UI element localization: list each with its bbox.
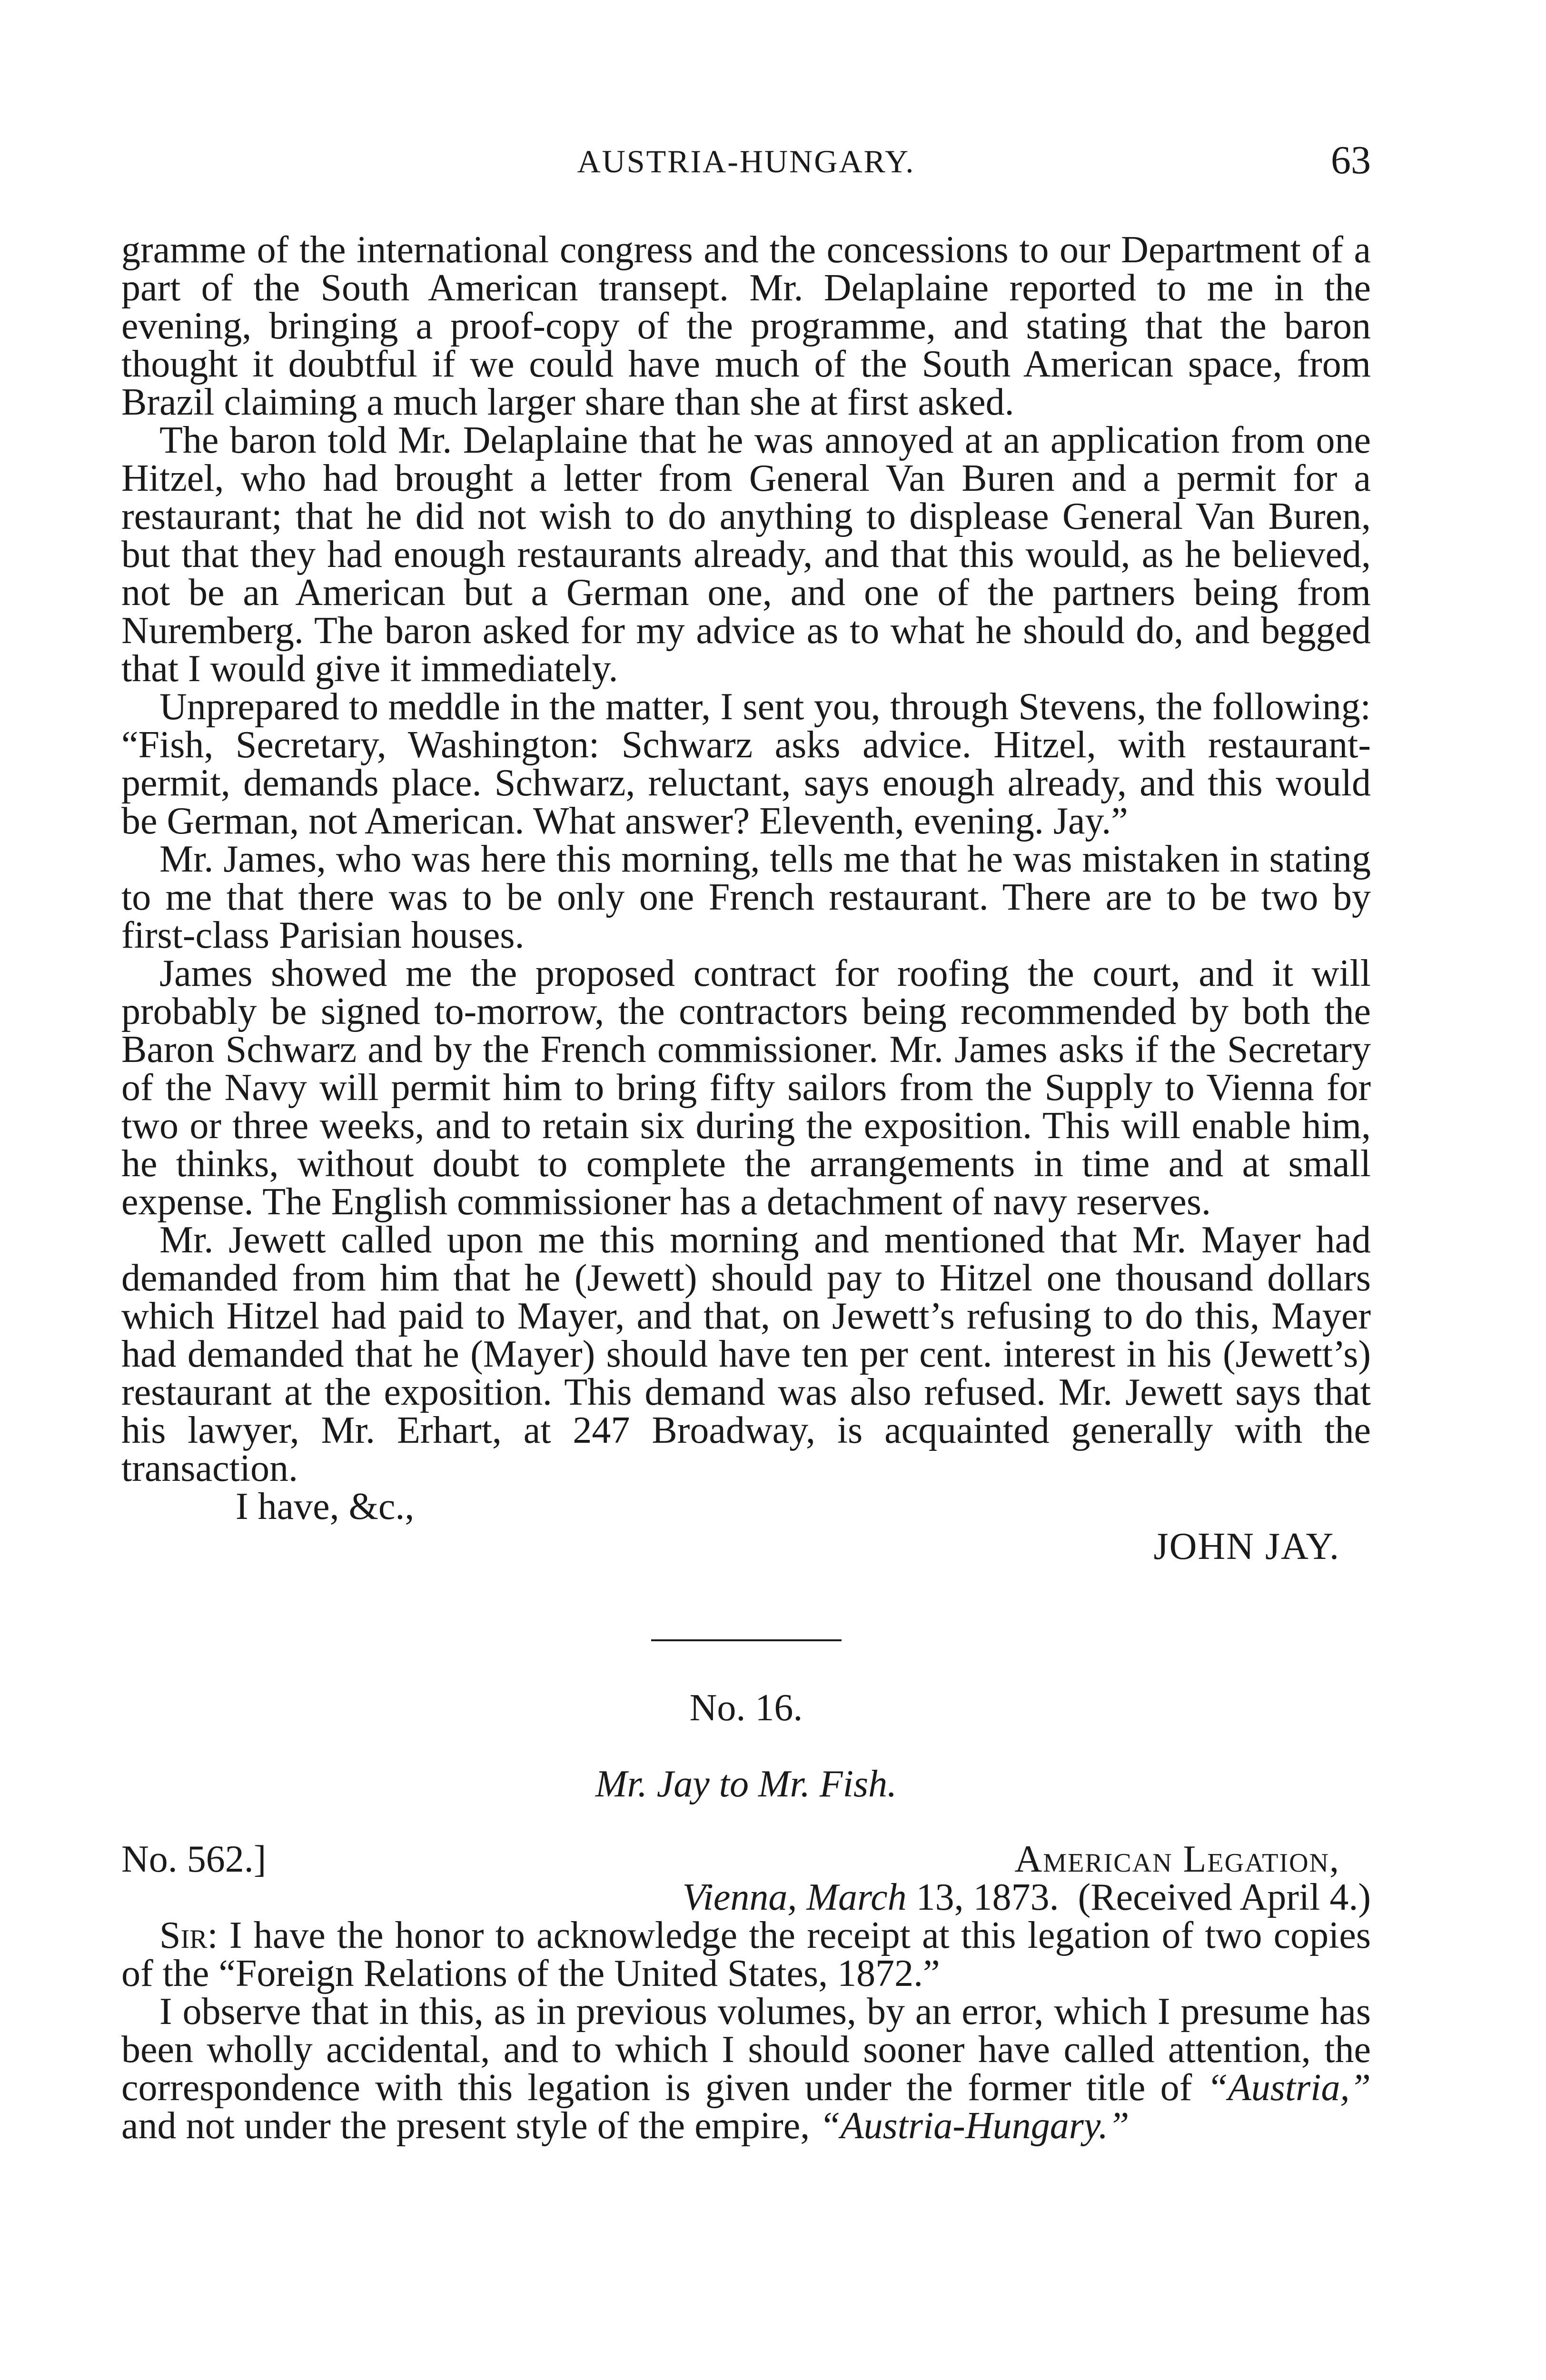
italic-title: “Austria,” xyxy=(1207,2067,1371,2109)
page-number: 63 xyxy=(1331,138,1371,182)
body-text xyxy=(121,231,1371,2145)
signature: JOHN JAY. xyxy=(1153,1526,1340,1567)
date-rest: 13, 1873. xyxy=(916,1876,1059,1918)
running-head: AUSTRIA-HUNGARY. xyxy=(577,143,915,179)
received-note: (Received April 4.) xyxy=(1078,1876,1371,1918)
legation: American Legation, xyxy=(1014,1838,1340,1880)
paragraph: Mr. James, who was here this morning, tells me that he was mistaken in stating to me that there was to be only one French restaurant. There are to be two by first-class Parisian houses. xyxy=(121,838,1371,956)
dateline xyxy=(121,1840,1371,1916)
date-month: March xyxy=(806,1876,907,1918)
date-place: Vienna, xyxy=(682,1876,797,1918)
section-divider xyxy=(651,1639,842,1641)
date-line xyxy=(683,1878,1371,1916)
salutation: Sir: xyxy=(159,1914,218,1956)
page-header xyxy=(121,138,1371,195)
italic-title: “Austria-Hungary.” xyxy=(819,2105,1130,2147)
document-number: No. 16. xyxy=(689,1687,803,1729)
paragraph: The baron told Mr. Delaplaine that he was annoyed at an application from one Hitzel, who had brought a letter from General Van Buren and a permit for a restaurant; that he did not wish to do anything to displease General Van Buren, but that they had enough restaurants already, and that this would, as he believed, not be an American but a German one, and one of the partners being from Nuremberg. The baron asked for my advice as to what he should do, and begged that I would give it immediately. xyxy=(121,419,1371,690)
paragraph xyxy=(121,1993,1371,2145)
paragraph: Unprepared to meddle in the matter, I sent you, through Stevens, the following: “Fish, Secretary, Washington: Schwarz asks advice. Hitzel, with restaurant-permit, demands place. Schwarz, reluctant, says enough already, and this would be German, not American. What answer? Eleventh, evening. Jay.” xyxy=(121,686,1371,842)
document-title: Mr. Jay to Mr. Fish. xyxy=(595,1763,897,1805)
paragraph: gramme of the international congress and the concessions to our Department of a part of the South American transept. Mr. Delaplaine reported to me in the evening, bringing a proof-copy of the programme, and stating that the baron thought it doubtful if we could have much of the South American space, from Brazil claiming a much larger share than she at first asked. xyxy=(121,229,1371,423)
paragraph-text: I have the honor to acknowledge the receipt at this legation of two copies of the “Foreign Relations of the United States, 1872.” xyxy=(121,1914,1371,1994)
paragraph-text: and not under the present style of the empire, xyxy=(121,2105,820,2147)
paragraph-text: I observe that in this, as in previous volumes, by an error, which I presume has been wholly accidental, and to which I should sooner have called attention, the correspondence with this legation is given under the former title of xyxy=(121,1991,1371,2109)
dispatch-number: No. 562.] xyxy=(121,1838,267,1880)
paragraph: Mr. Jewett called upon me this morning and mentioned that Mr. Mayer had demanded from him that he (Jewett) should pay to Hitzel one thousand dollars which Hitzel had paid to Mayer, and that, on Jewett’s refusing to do this, Mayer had demanded that he (Mayer) should have ten per cent. interest in his (Jewett’s) restaurant at the exposition. This demand was also refused. Mr. Jewett says that his lawyer, Mr. Erhart, at 247 Broadway, is acquainted generally with the transaction. xyxy=(121,1219,1371,1489)
paragraph: James showed me the proposed contract for roofing the court, and it will probably be signed to-morrow, the contractors being recommended by both the Baron Schwarz and by the French commissioner. Mr. James asks if the Secretary of the Navy will permit him to bring fifty sailors from the Supply to Vienna for two or three weeks, and to retain six during the exposition. This will enable him, he thinks, without doubt to complete the arrangements in time and at small expense. The English commissioner has a detachment of navy reserves. xyxy=(121,952,1371,1223)
paragraph xyxy=(121,1916,1371,1993)
closing: I have, &c., xyxy=(236,1486,415,1527)
